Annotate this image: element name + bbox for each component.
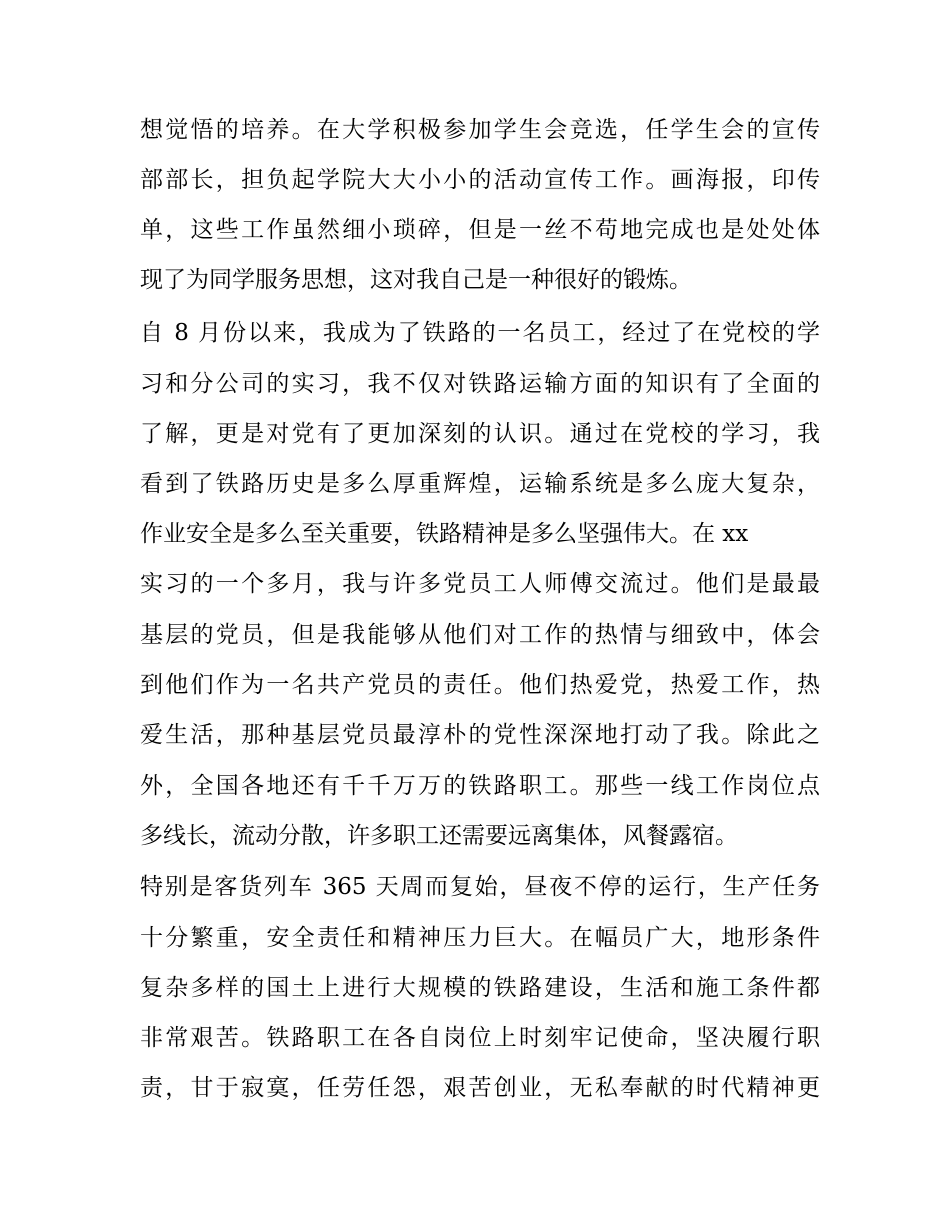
text-line: 非常艰苦。铁路职工在各自岗位上时刻牢记使命，坚决履行职 bbox=[140, 1025, 820, 1051]
text-line: 外，全国各地还有千千万万的铁路职工。那些一线工作岗位点 bbox=[140, 773, 820, 799]
text-line: 了解，更是对党有了更加深刻的认识。通过在党校的学习，我 bbox=[140, 421, 820, 447]
text-line: 复杂多样的国土上进行大规模的铁路建设，生活和施工条件都 bbox=[140, 975, 820, 1001]
text-line: 自 8 月份以来，我成为了铁路的一名员工，经过了在党校的学 bbox=[140, 320, 820, 346]
text-line: 现了为同学服务思想，这对我自己是一种很好的锻炼。 bbox=[140, 267, 692, 293]
text-line: 十分繁重，安全责任和精神压力巨大。在幅员广大，地形条件 bbox=[140, 925, 820, 951]
text-line: 实习的一个多月，我与许多党员工人师傅交流过。他们是最最 bbox=[140, 571, 820, 597]
text-line: 习和分公司的实习，我不仅对铁路运输方面的知识有了全面的 bbox=[140, 371, 820, 397]
text-line: 想觉悟的培养。在大学积极参加学生会竞选，任学生会的宣传 bbox=[140, 117, 820, 143]
text-line: 特别是客货列车 365 天周而复始，昼夜不停的运行，生产任务 bbox=[140, 874, 820, 900]
text-line: 多线长，流动分散，许多职工还需要远离集体，风餐露宿。 bbox=[140, 823, 738, 849]
text-line: 部部长，担负起学院大大小小的活动宣传工作。画海报，印传 bbox=[140, 167, 820, 193]
text-line: 到他们作为一名共产党员的责任。他们热爱党，热爱工作，热 bbox=[140, 672, 820, 698]
text-line: 看到了铁路历史是多么厚重辉煌，运输系统是多么庞大复杂， bbox=[140, 471, 820, 497]
text-line: 作业安全是多么至关重要，铁路精神是多么坚强伟大。在 xx bbox=[140, 521, 749, 547]
text-line: 单，这些工作虽然细小琐碎，但是一丝不苟地完成也是处处体 bbox=[140, 217, 820, 243]
text-line: 爱生活，那种基层党员最淳朴的党性深深地打动了我。除此之 bbox=[140, 722, 820, 748]
text-line: 责，甘于寂寞，任劳任怨，艰苦创业，无私奉献的时代精神更 bbox=[140, 1075, 820, 1101]
text-line: 基层的党员，但是我能够从他们对工作的热情与细致中，体会 bbox=[140, 622, 820, 648]
